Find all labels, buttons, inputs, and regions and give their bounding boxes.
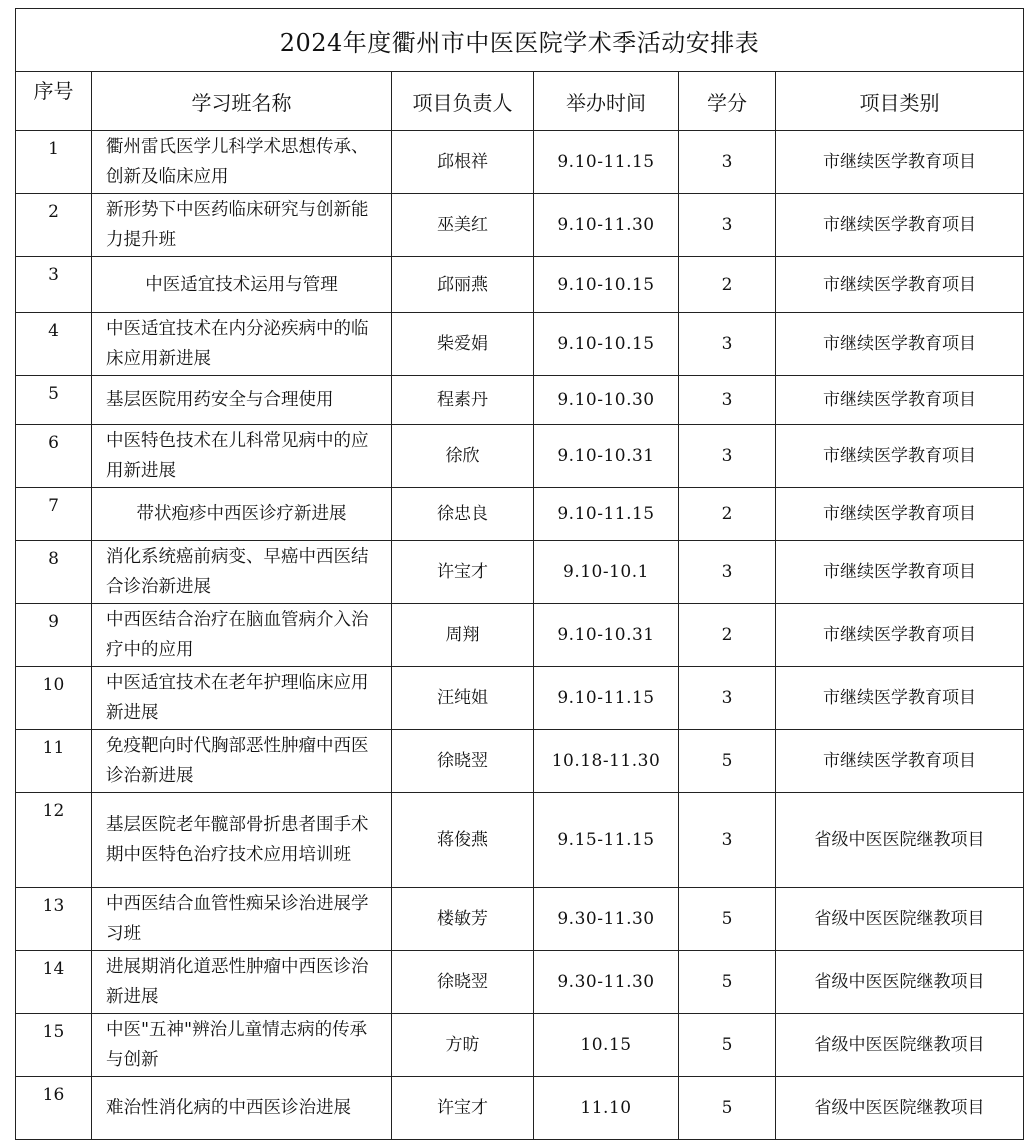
row-lead: 邱丽燕	[392, 257, 534, 313]
row-type: 市继续医学教育项目	[776, 541, 1024, 604]
row-credit: 3	[679, 425, 776, 488]
row-type: 市继续医学教育项目	[776, 425, 1024, 488]
header-credit: 学分	[679, 72, 776, 131]
row-lead: 巫美红	[392, 194, 534, 257]
row-credit: 2	[679, 257, 776, 313]
row-type: 市继续医学教育项目	[776, 313, 1024, 376]
table-row	[16, 730, 1024, 793]
row-no: 15	[16, 1014, 92, 1077]
row-time: 9.10-10.31	[534, 604, 679, 667]
row-no: 10	[16, 667, 92, 730]
row-type: 省级中医医院继教项目	[776, 951, 1024, 1014]
row-name: 中医适宜技术在老年护理临床应用新进展	[92, 667, 392, 730]
table-row	[16, 888, 1024, 951]
row-credit: 2	[679, 604, 776, 667]
row-credit: 3	[679, 376, 776, 425]
table-row	[16, 131, 1024, 194]
row-name: 免疫靶向时代胸部恶性肿瘤中西医诊治新进展	[92, 730, 392, 793]
row-name: 中医"五神"辨治儿童情志病的传承与创新	[92, 1014, 392, 1077]
row-type: 市继续医学教育项目	[776, 376, 1024, 425]
row-credit: 5	[679, 1077, 776, 1140]
row-lead: 方昉	[392, 1014, 534, 1077]
row-lead: 徐晓翌	[392, 730, 534, 793]
row-name: 基层医院老年髋部骨折患者围手术期中医特色治疗技术应用培训班	[92, 793, 392, 888]
row-credit: 5	[679, 730, 776, 793]
row-credit: 3	[679, 313, 776, 376]
header-no: 序号	[16, 72, 92, 131]
row-name: 难治性消化病的中西医诊治进展	[92, 1077, 392, 1140]
row-no: 1	[16, 131, 92, 194]
row-name: 带状疱疹中西医诊疗新进展	[92, 488, 392, 541]
row-no: 13	[16, 888, 92, 951]
row-credit: 5	[679, 951, 776, 1014]
table-row	[16, 313, 1024, 376]
row-credit: 3	[679, 194, 776, 257]
row-name: 中西医结合治疗在脑血管病介入治疗中的应用	[92, 604, 392, 667]
table-row	[16, 793, 1024, 888]
schedule-table	[15, 8, 1024, 1140]
row-type: 省级中医医院继教项目	[776, 1014, 1024, 1077]
row-time: 9.30-11.30	[534, 951, 679, 1014]
table-row	[16, 667, 1024, 730]
row-lead: 周翔	[392, 604, 534, 667]
row-credit: 3	[679, 541, 776, 604]
table-row	[16, 1077, 1024, 1140]
row-credit: 5	[679, 888, 776, 951]
row-no: 6	[16, 425, 92, 488]
row-time: 10.15	[534, 1014, 679, 1077]
row-name: 消化系统癌前病变、早癌中西医结合诊治新进展	[92, 541, 392, 604]
row-no: 16	[16, 1077, 92, 1140]
row-time: 9.10-10.15	[534, 313, 679, 376]
row-type: 省级中医医院继教项目	[776, 888, 1024, 951]
table-row	[16, 194, 1024, 257]
row-lead: 邱根祥	[392, 131, 534, 194]
row-no: 9	[16, 604, 92, 667]
row-name: 中医适宜技术在内分泌疾病中的临床应用新进展	[92, 313, 392, 376]
row-time: 9.10-11.30	[534, 194, 679, 257]
row-name: 基层医院用药安全与合理使用	[92, 376, 392, 425]
row-no: 11	[16, 730, 92, 793]
table-row	[16, 257, 1024, 313]
row-lead: 徐欣	[392, 425, 534, 488]
page-title: 2024年度衢州市中医医院学术季活动安排表	[16, 9, 1024, 72]
row-credit: 3	[679, 667, 776, 730]
row-type: 市继续医学教育项目	[776, 131, 1024, 194]
row-time: 9.10-10.30	[534, 376, 679, 425]
row-type: 市继续医学教育项目	[776, 604, 1024, 667]
row-name: 进展期消化道恶性肿瘤中西医诊治新进展	[92, 951, 392, 1014]
row-no: 12	[16, 793, 92, 888]
header-name: 学习班名称	[92, 72, 392, 131]
row-time: 9.10-11.15	[534, 488, 679, 541]
row-lead: 楼敏芳	[392, 888, 534, 951]
row-no: 7	[16, 488, 92, 541]
schedule-sheet	[15, 8, 1023, 1140]
row-name: 衢州雷氏医学儿科学术思想传承、创新及临床应用	[92, 131, 392, 194]
row-time: 9.10-11.15	[534, 131, 679, 194]
row-credit: 5	[679, 1014, 776, 1077]
row-lead: 汪纯姐	[392, 667, 534, 730]
row-time: 9.15-11.15	[534, 793, 679, 888]
row-type: 市继续医学教育项目	[776, 488, 1024, 541]
row-type: 市继续医学教育项目	[776, 667, 1024, 730]
row-name: 中医特色技术在儿科常见病中的应用新进展	[92, 425, 392, 488]
table-row	[16, 951, 1024, 1014]
row-lead: 蒋俊燕	[392, 793, 534, 888]
row-lead: 许宝才	[392, 1077, 534, 1140]
row-lead: 许宝才	[392, 541, 534, 604]
row-type: 市继续医学教育项目	[776, 730, 1024, 793]
table-row	[16, 376, 1024, 425]
row-time: 9.10-10.1	[534, 541, 679, 604]
row-no: 8	[16, 541, 92, 604]
table-row	[16, 1014, 1024, 1077]
row-time: 10.18-11.30	[534, 730, 679, 793]
row-lead: 程素丹	[392, 376, 534, 425]
row-time: 9.10-10.15	[534, 257, 679, 313]
row-no: 14	[16, 951, 92, 1014]
table-row	[16, 425, 1024, 488]
header-row	[16, 72, 1024, 131]
row-name: 中西医结合血管性痴呆诊治进展学习班	[92, 888, 392, 951]
row-lead: 徐晓翌	[392, 951, 534, 1014]
header-type: 项目类别	[776, 72, 1024, 131]
row-lead: 柴爱娟	[392, 313, 534, 376]
table-row	[16, 488, 1024, 541]
row-no: 3	[16, 257, 92, 313]
header-lead: 项目负责人	[392, 72, 534, 131]
row-type: 省级中医医院继教项目	[776, 793, 1024, 888]
row-credit: 3	[679, 793, 776, 888]
row-name: 新形势下中医药临床研究与创新能力提升班	[92, 194, 392, 257]
row-time: 9.30-11.30	[534, 888, 679, 951]
row-lead: 徐忠良	[392, 488, 534, 541]
row-type: 市继续医学教育项目	[776, 194, 1024, 257]
table-row	[16, 604, 1024, 667]
row-no: 4	[16, 313, 92, 376]
row-type: 省级中医医院继教项目	[776, 1077, 1024, 1140]
row-name: 中医适宜技术运用与管理	[92, 257, 392, 313]
row-no: 5	[16, 376, 92, 425]
row-time: 9.10-10.31	[534, 425, 679, 488]
header-time: 举办时间	[534, 72, 679, 131]
row-no: 2	[16, 194, 92, 257]
row-type: 市继续医学教育项目	[776, 257, 1024, 313]
row-time: 11.10	[534, 1077, 679, 1140]
table-row	[16, 541, 1024, 604]
row-credit: 3	[679, 131, 776, 194]
row-time: 9.10-11.15	[534, 667, 679, 730]
row-credit: 2	[679, 488, 776, 541]
